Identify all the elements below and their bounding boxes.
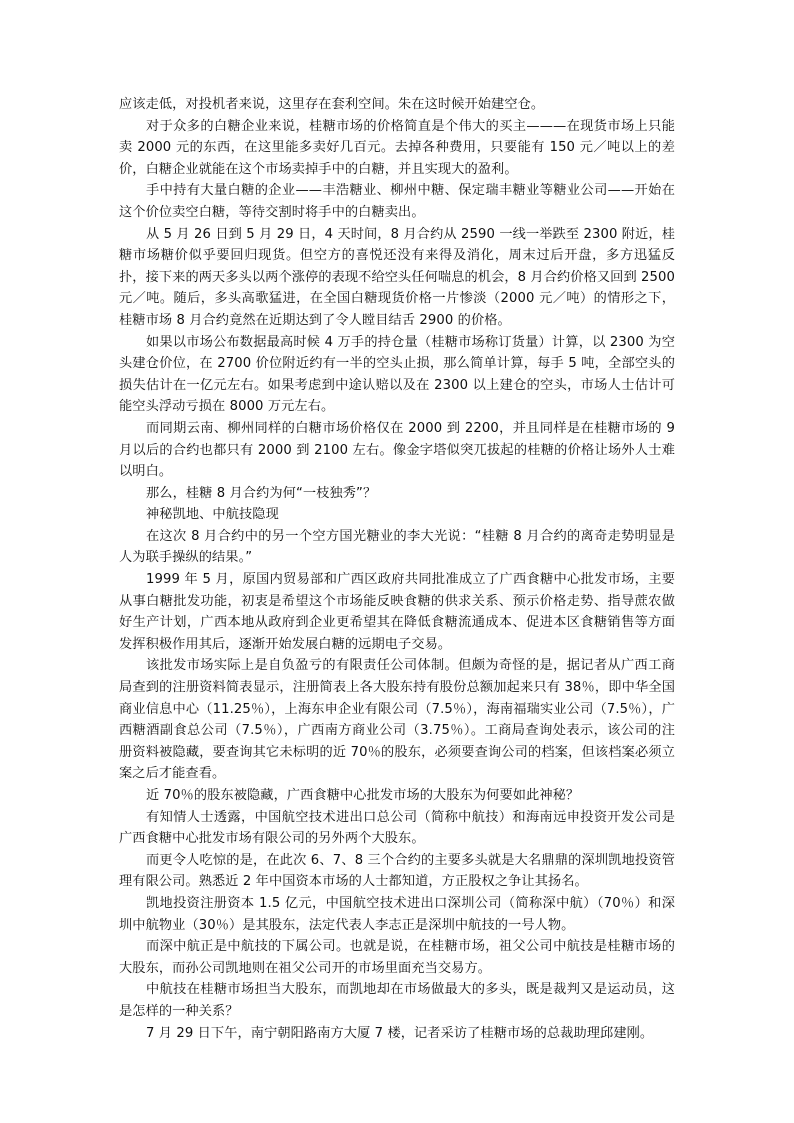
- paragraph-4: 从 5 月 26 日到 5 月 29 日，4 天时间，8 月合约从 2590 一线一举跌至 2300 附近，桂糖市场糖价似乎要回归现货。但空方的喜悦还没有来得及消化，周末过后开盘，多方迅猛反扑，接下来的两天多头以两个涨停的表现不给空头任何喘息的机会，8 月合约价格又回到 2500元／吨。随后，多头高歌猛进，在全国白糖现货价格一片惨淡（2000 元／吨）的情形之下，桂糖市场 8 月合约竟然在近期达到了令人瞠目结舌 2900 的价格。: [119, 226, 675, 328]
- paragraph-15: 凯地投资注册资本 1.5 亿元，中国航空技术进出口深圳公司（简称深中航）（70％）和深圳中航物业（30％）是其股东，法定代表人李志正是深圳中航技的一号人物。: [119, 895, 675, 933]
- paragraph-1: 应该走低，对投机者来说，这里存在套利空间。朱在这时候开始建空仓。: [119, 97, 545, 112]
- paragraph-2: 对于众多的白糖企业来说，桂糖市场的价格简直是个伟大的买主———在现货市场上只能卖 2000 元的东西，在这里能多卖好几百元。去掉各种费用，只要能有 150 元／吨以上的差价，白糖企业就能在这个市场卖掉手中的白糖，并且实现大的盈利。: [119, 118, 675, 177]
- paragraph-13: 有知情人士透露，中国航空技术进出口总公司（简称中航技）和海南远申投资开发公司是广西食糖中心批发市场有限公司的另外两个大股东。: [119, 809, 675, 847]
- document-page: [119, 94, 675, 1044]
- paragraph-12: 近 70％的股东被隐藏，广西食糖中心批发市场的大股东为何要如此神秘？: [146, 788, 580, 803]
- paragraph-3: 手中持有大量白糖的企业——丰浩糖业、柳州中糖、保定瑞丰糖业等糖业公司——开始在这个价位卖空白糖，等待交割时将手中的白糖卖出。: [119, 183, 675, 220]
- paragraph-5: 如果以市场公布数据最高时候 4 万手的持仓量（桂糖市场称订货量）计算，以 2300 为空头建仓价位，在 2700 价位附近约有一半的空头止损，那么简单计算，每手 5 吨，全部空头的损失估计在一亿元左右。如果考虑到中途认赔以及在 2300 以上建仓的空头，市场人士估计可能空头浮动亏损在 8000 万元左右。: [119, 334, 675, 415]
- paragraph-11: 该批发市场实际上是自负盈亏的有限责任公司体制。但颇为奇怪的是，据记者从广西工商局查到的注册资料简表显示，注册简表上各大股东持有股份总额加起来只有 38％，即中华全国商业信息中心（11.25％），上海东申企业有限公司（7.5％），海南福瑞实业公司（7.5％），广西糖酒副食总公司（7.5％），广西南方商业公司（3.75％）。工商局查询处表示，该公司的注册资料被隐藏，要查询其它未标明的近 70％的股东，必须要查询公司的档案，但该档案必须立案之后才能查看。: [119, 658, 675, 782]
- paragraph-6: 而同期云南、柳州同样的白糖市场价格仅在 2000 到 2200，并且同样是在桂糖市场的 9 月以后的合约也都只有 2000 到 2100 左右。像金字塔似突兀拔起的桂糖的价格让场外人士难以明白。: [119, 420, 675, 480]
- section-heading: 神秘凯地、中航技隐现: [146, 507, 279, 523]
- paragraph-17: 中航技在桂糖市场担当大股东，而凯地却在市场做最大的多头，既是裁判又是运动员，这是怎样的一种关系？: [119, 982, 675, 1019]
- paragraph-7: 那么，桂糖 8 月合约为何“一枝独秀”？: [146, 485, 377, 501]
- paragraph-18: 7 月 29 日下午，南宁朝阳路南方大厦 7 楼，记者采访了桂糖市场的总裁助理邱建刚。: [146, 1025, 654, 1041]
- paragraph-9: 在这次 8 月合约中的另一个空方国光糖业的李大光说：“桂糖 8 月合约的离奇走势明显是人为联手操纵的结果。”: [119, 528, 675, 566]
- paragraph-10: 1999 年 5 月，原国内贸易部和广西区政府共同批准成立了广西食糖中心批发市场，主要从事白糖批发功能，初衷是希望这个市场能反映食糖的供求关系、预示价格走势、指导蔗农做好生产计划，广西本地从政府到企业更希望其在降低食糖流通成本、促进本区食糖销售等方面发挥积极作用其后，逐渐开始发展白糖的远期电子交易。: [119, 572, 675, 652]
- paragraph-14: 而更令人吃惊的是，在此次 6、7、8 三个合约的主要多头就是大名鼎鼎的深圳凯地投资管理有限公司。熟悉近 2 年中国资本市场的人士都知道，方正股权之争让其扬名。: [119, 852, 675, 890]
- paragraph-16: 而深中航正是中航技的下属公司。也就是说，在桂糖市场，祖父公司中航技是桂糖市场的大股东，而孙公司凯地则在祖父公司开的市场里面充当交易方。: [119, 939, 675, 976]
